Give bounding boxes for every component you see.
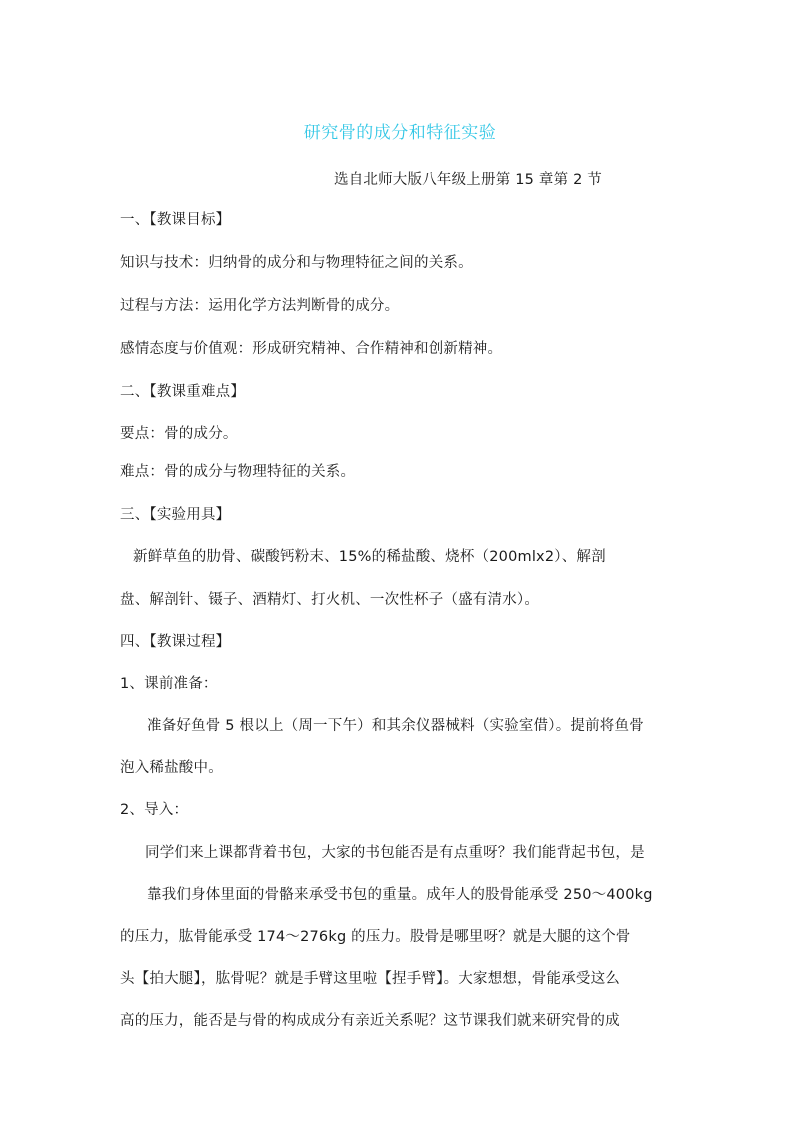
- preparation-line-1: 准备好鱼骨 5 根以上（周一下午）和其余仪器械料（实验室借）。提前将鱼骨: [147, 718, 644, 734]
- objective-method: 过程与方法：运用化学方法判断骨的成分。: [120, 298, 400, 314]
- section-heading-materials: 三、【实验用具】: [120, 507, 231, 523]
- document-title: 研究骨的成分和特征实验: [303, 123, 497, 143]
- objective-attitude: 感情态度与价值观：形成研究精神、合作精神和创新精神。: [120, 341, 503, 357]
- objective-knowledge: 知识与技术：归纳骨的成分和与物理特征之间的关系。: [120, 255, 473, 271]
- section-heading-objectives: 一、【教课目标】: [120, 212, 231, 228]
- section-heading-process: 四、【教课过程】: [120, 634, 231, 650]
- intro-line-4: 头【拍大腿】，肱骨呢？就是手臂这里啦【捏手臂】。大家想想，骨能承受这么: [120, 971, 620, 987]
- materials-line-2: 盘、解剖针、镊子、酒精灯、打火机、一次性杯子（盛有清水）。: [120, 592, 540, 608]
- materials-line-1: 新鲜草鱼的肋骨、碳酸钙粉末、15%的稀盐酸、烧杯（200mlx2）、解剖: [133, 549, 606, 565]
- intro-line-5: 高的压力，能否是与骨的构成成分有亲近关系呢？这节课我们就来研究骨的成: [120, 1013, 620, 1029]
- section-heading-keypoints: 二、【教课重难点】: [120, 384, 246, 400]
- keypoint-main: 要点：骨的成分。: [120, 426, 238, 442]
- keypoint-difficult: 难点：骨的成分与物理特征的关系。: [120, 464, 356, 480]
- intro-line-1: 同学们来上课都背着书包，大家的书包能否是有点重呀？我们能背起书包，是: [145, 845, 645, 861]
- intro-line-3: 的压力，肱骨能承受 174～276kg 的压力。股骨是哪里呀？就是大腿的这个骨: [120, 929, 631, 945]
- preparation-line-2: 泡入稀盐酸中。: [120, 760, 223, 776]
- step-heading-preparation: 1、课前准备：: [120, 676, 218, 692]
- intro-line-2: 靠我们身体里面的骨骼来承受书包的重量。成年人的股骨能承受 250～400kg: [147, 887, 653, 903]
- document-source: 选自北师大版八年级上册第 15 章第 2 节: [334, 172, 603, 188]
- step-heading-intro: 2、导入：: [120, 802, 189, 818]
